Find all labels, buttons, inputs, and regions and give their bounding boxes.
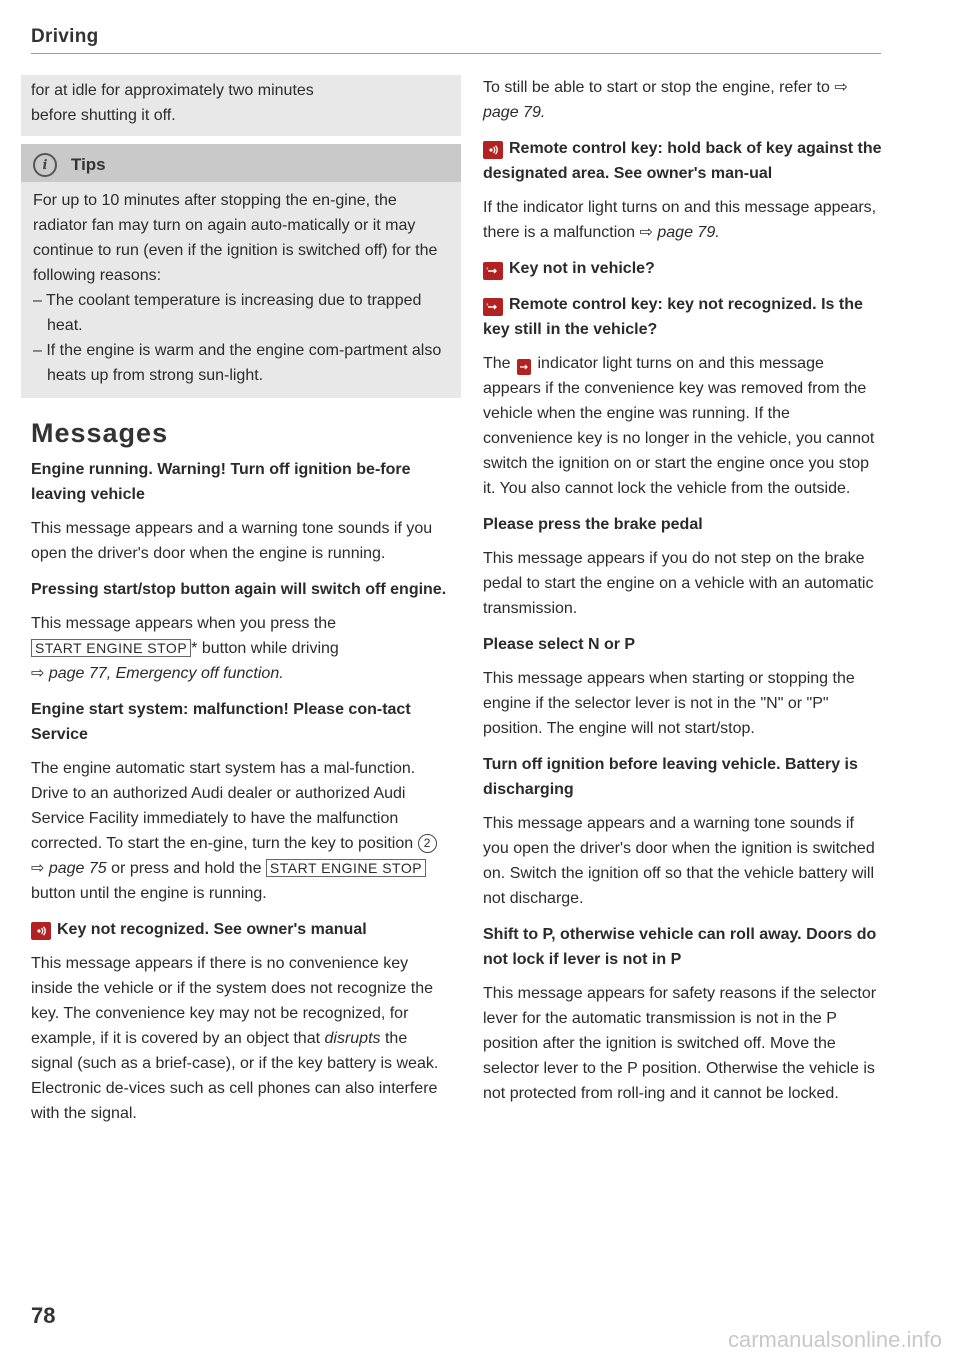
section-heading: Please press the brake pedal (483, 516, 703, 533)
tips-label: Tips (71, 155, 106, 174)
page-reference: ⇨ page 77, Emergency off function. (31, 665, 284, 682)
section-body (483, 75, 883, 125)
info-icon: i (33, 153, 57, 177)
section-remote-not-recognized (483, 292, 883, 501)
tips-header (21, 144, 461, 182)
body-text: The (483, 355, 511, 372)
page-number: 78 (31, 1303, 56, 1328)
tips-item-1: – The coolant temperature is increasing due to trapped heat. (33, 292, 422, 334)
section-heading: Engine start system: malfunction! Please con-tact Service (31, 701, 411, 743)
key-missing-icon (483, 262, 503, 280)
body-text: * button while driving (191, 640, 339, 657)
emphasis-text: disrupts (324, 1030, 381, 1047)
section-body (31, 756, 451, 906)
header-rule (31, 53, 881, 54)
section-body: This message appears and a warning tone sounds if you open the driver's door when the ignition is switched on. Switch the ignition off so that the vehicle battery will not discharge. (483, 815, 875, 907)
page-reference: ⇨ page 75 (31, 860, 107, 877)
section-body: This message appears for safety reasons if the selector lever for the automatic transmission is not in the P position after the ignition is switched off. Move the selector lever to the P position. Otherwise the vehicle is not protected from roll-ing and it cannot be locked. (483, 985, 877, 1102)
section-heading: Engine running. Warning! Turn off ignition be-fore leaving vehicle (31, 461, 411, 503)
intro-line-1: for at idle for approximately two minutes (31, 82, 314, 99)
start-engine-stop-key-label: START ENGINE STOP (266, 859, 426, 877)
tips-intro: For up to 10 minutes after stopping the en-gine, the radiator fan may turn on again auto-matically or it may continue to run (even if the ignition is switched off) for the following reasons: (33, 192, 438, 284)
heading-text: Key not recognized. See owner's manual (57, 921, 367, 938)
section-heading: Please select N or P (483, 636, 636, 653)
svg-text:?: ? (486, 266, 489, 271)
section-pressing-start-stop (31, 577, 451, 686)
section-heading (483, 136, 883, 186)
section-heading: Shift to P, otherwise vehicle can roll away. Doors do not lock if lever is not in P (483, 926, 877, 968)
heading-text: Remote control key: key not recognized. Is the key still in the vehicle? (483, 296, 863, 338)
body-text: This message appears when you press the (31, 615, 337, 632)
body-text: or press and hold the (111, 860, 262, 877)
section-key-not-recognized (31, 917, 451, 1126)
right-column (483, 75, 883, 1117)
section-body: This message appears and a warning tone sounds if you open the driver's door when the engine is running. (31, 520, 433, 562)
start-engine-stop-key-label: START ENGINE STOP (31, 639, 191, 657)
position-2-marker: 2 (418, 834, 437, 853)
section-heading (483, 256, 883, 281)
body-text: To still be able to start or stop the engine, refer to (483, 79, 830, 96)
intro-line-2: before shutting it off. (31, 107, 176, 124)
section-heading (31, 917, 451, 942)
tips-body (21, 182, 461, 398)
key-warning-icon (31, 922, 51, 940)
body-text: indicator light turns on and this message appears if the convenience key was removed from the vehicle when the engine was running. If the convenience key is no longer in the vehicle, you cannot switch the ignition on or start the engine once you stop it. You also cannot lock the vehicle from the outside. (483, 355, 875, 497)
key-missing-icon (483, 298, 503, 316)
body-text: If the indicator light turns on and this message appears, there is a malfunction (483, 199, 877, 241)
section-body (483, 351, 883, 501)
section-body (483, 195, 883, 245)
body-text: This message appears if there is no convenience key inside the vehicle or if the system does not recognize the key. The convenience key may not be recognized, for example, if it is covered by an object that (31, 955, 433, 1047)
body-text: The engine automatic start system has a mal-function. Drive to an authorized Audi dealer or authorized Audi Service Facility immediately to have the malfunction corrected. To start the en-gine, turn the key to position (31, 760, 416, 852)
section-shift-to-p (483, 922, 883, 1106)
indicator-light-icon (517, 359, 531, 375)
section-battery-discharging (483, 752, 883, 911)
page-reference: ⇨ page 79. (639, 224, 720, 241)
section-brake-pedal (483, 512, 883, 621)
left-column (31, 75, 451, 1137)
section-select-n-or-p (483, 632, 883, 741)
section-start-system-malfunction (31, 697, 451, 906)
section-body (31, 611, 451, 686)
svg-text:?: ? (486, 302, 489, 307)
body-text: the signal (such as a brief-case), or if the key battery is weak. Electronic de-vices such as cell phones can also interfere with the signal. (31, 1030, 439, 1122)
page-reference: ⇨ page 79. (483, 79, 848, 121)
section-heading: Pressing start/stop button again will switch off engine. (31, 581, 447, 598)
watermark: carmanualsonline.info (727, 1327, 942, 1352)
body-text: button until the engine is running. (31, 885, 267, 902)
messages-title: Messages (31, 418, 169, 448)
running-header: Driving (31, 26, 99, 47)
section-key-not-in-vehicle (483, 256, 883, 281)
intro-box (21, 75, 461, 136)
tips-item-2: – If the engine is warm and the engine com-partment also heats up from strong sun-light. (33, 342, 442, 384)
right-intro (483, 75, 883, 125)
heading-text: Key not in vehicle? (509, 260, 655, 277)
section-heading: Turn off ignition before leaving vehicle. Battery is discharging (483, 756, 858, 798)
section-body: This message appears if you do not step on the brake pedal to start the engine on a vehicle with an automatic transmission. (483, 550, 874, 617)
heading-text: Remote control key: hold back of key against the designated area. See owner's man-ual (483, 140, 882, 182)
section-engine-running (31, 457, 451, 566)
section-remote-hold-back (483, 136, 883, 245)
section-body: This message appears when starting or stopping the engine if the selector lever is not in the "N" or "P" position. The engine will not start/stop. (483, 670, 855, 737)
section-heading (483, 292, 883, 342)
section-body (31, 951, 451, 1126)
key-warning-icon (483, 141, 503, 159)
